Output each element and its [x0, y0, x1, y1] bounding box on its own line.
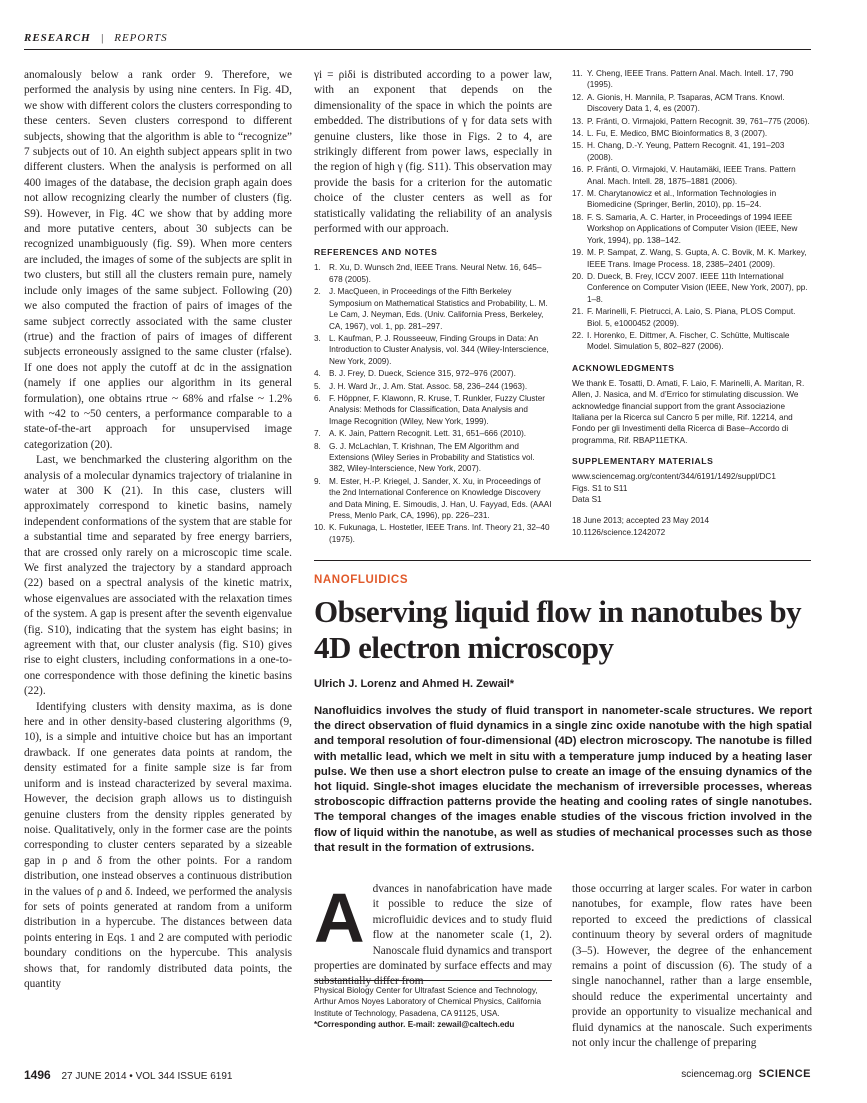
column-2 [314, 68, 552, 546]
reference-text: M. Charytanowicz et al., Information Technologies in Biomedicine (Springer, Berlin, 2010), pp. 15–24. [587, 189, 777, 210]
reference-text: R. Xu, D. Wunsch 2nd, IEEE Trans. Neural Netw. 16, 645–678 (2005). [329, 263, 542, 284]
reference-item [314, 522, 552, 545]
reference-number: 14. [572, 129, 584, 139]
reference-text: Y. Cheng, IEEE Trans. Pattern Anal. Mach. Intell. 17, 790 (1995). [587, 69, 794, 90]
reference-number: 2. [314, 287, 321, 297]
reference-item [314, 393, 552, 427]
col1-paragraph: Identifying clusters with density maxima, as is done here and in other density-based clustering algorithms (9, 10), is a simple and intuitive choice but has an important drawback. If one generates data points at random, the density estimated for a finite sample size is far from uniform and is instead characterized by several maxima. However, the decision graph allows us to distinguish genuine clusters from the density ripples generated by noise. Qualitatively, only in the former case are the points corresponding to cluster centers separated by a sizeable gap in ρ and δ from the other points. For a random distribution, one instead observes a continuous distribution in the values of ρ and δ. Indeed, we performed the analysis for sets of points generated at random from a uniform distribution in a hypercube. The distances between data points entering in Eqs. 1 and 2 are computed with periodic boundary conditions on the hypercube. This analysis shows that, for randomly distributed data points, the quantity [24, 700, 292, 990]
reference-number: 4. [314, 369, 321, 379]
column-3 [572, 68, 812, 538]
reference-list-continued [572, 68, 812, 353]
reference-number: 18. [572, 212, 584, 222]
reference-number: 6. [314, 393, 321, 403]
reference-item [314, 381, 552, 392]
column-1 [24, 68, 292, 992]
reference-number: 13. [572, 116, 584, 126]
reference-text: L. Kaufman, P. J. Rousseeuw, Finding Groups in Data: An Introduction to Cluster Analysis, vol. 344 (Wiley-Interscience, New York, 2009). [329, 333, 549, 366]
article-body-column-2 [572, 882, 812, 1051]
reference-number: 22. [572, 330, 584, 340]
article-body-text: dvances in nanofabrication have made it possible to reduce the size of microfluidic devices and to study fluid flow at the nanometer scale (1, 2). Nanoscale fluid dynamics and transport properties are dominated by surface effects and may substantially differ from [314, 883, 553, 988]
reference-number: 16. [572, 165, 584, 175]
reference-item [314, 441, 552, 475]
reference-item [314, 333, 552, 367]
reference-text: F. S. Samaria, A. C. Harter, in Proceedings of 1994 IEEE Workshop on Applications of Computer Vision (IEEE, New York, 1994), pp. 138–142. [587, 212, 798, 245]
col2-paragraph: γi = ρiδi is distributed according to a power law, with an exponent that depends on the dimensionality of the space in which the points are embedded. The distributions of γ for data sets with genuine clusters, like those in Figs. 2 to 4, are strikingly different from power laws, especially in the region of high γ (fig. S11). This observation may provide the basis for a criterion for the automatic choice of the cluster centers as well as for statistically validating the reliability of an analysis performed with our approach. [314, 69, 552, 236]
article-header [314, 574, 812, 856]
reference-list [314, 262, 552, 545]
reference-text: B. J. Frey, D. Dueck, Science 315, 972–976 (2007). [329, 369, 516, 379]
drop-cap: A [314, 879, 365, 957]
reference-number: 5. [314, 381, 321, 391]
journal-name: SCIENCE [758, 1068, 811, 1080]
reference-number: 19. [572, 248, 584, 258]
reference-item [572, 271, 812, 305]
article-body-column-1 [314, 879, 553, 990]
article-body-text: those occurring at larger scales. For water in carbon nanotubes, for example, flow rates have been reported to exceed the predictions of classical continuum theory by several orders of magnitude (3–5). However, the degree of the enhancement remains a point of discussion (6). The study of a single nanochannel, rather than a large ensemble, should reduce the experimental uncertainty and provide an opportunity to visualize mechanical and fluid dynamics at the nanoscale. Such experiments not only incur the challenge of preparing [572, 883, 812, 1050]
reference-number: 11. [572, 69, 583, 78]
supplementary-link[interactable]: www.sciencemag.org/content/344/6191/1492/suppl/DC1 [572, 472, 776, 482]
reference-text: K. Fukunaga, L. Hostetler, IEEE Trans. Inf. Theory 21, 32–40 (1975). [329, 523, 550, 544]
reference-item [572, 306, 812, 329]
reference-text: G. J. McLachlan, T. Krishnan, The EM Algorithm and Extensions (Wiley Series in Probability and Statistics vol. 382, Wiley-Interscience, New York, 2007). [329, 441, 535, 474]
page-footer [24, 1068, 811, 1084]
supplementary-heading: SUPPLEMENTARY MATERIALS [572, 456, 714, 467]
reference-text: D. Dueck, B. Frey, ICCV 2007. IEEE 11th International Conference on Computer Vision (IEEE, New York, 2007), pp. 1–8. [587, 271, 808, 304]
reference-text: I. Horenko, E. Dittmer, A. Fischer, C. Schütte, Multiscale Model. Simulation 5, 802–827 (2006). [587, 330, 790, 352]
reference-number: 15. [572, 141, 584, 151]
reference-text: P. Fränti, O. Virmajoki, V. Hautamäki, IEEE Trans. Pattern Anal. Mach. Intell. 28, 1875–1881 (2006). [587, 165, 796, 186]
section-label: RESEARCH [24, 32, 91, 44]
reference-number: 17. [572, 189, 584, 199]
reference-item [572, 247, 812, 270]
header-rule [24, 49, 811, 50]
reference-text: F. Höppner, F. Klawonn, R. Kruse, T. Runkler, Fuzzy Cluster Analysis: Methods for Classification, Data Analysis and Image Recognition (Wiley, New York, 1999). [329, 393, 545, 426]
reference-text: J. MacQueen, in Proceedings of the Fifth Berkeley Symposium on Mathematical Statistics and Probability, L. M. Le Cam, J. Neyman, Eds. (Univ. California Press, Berkeley, CA, 1967), vol. 1, pp. 281–297. [329, 287, 548, 331]
reference-text: L. Fu, E. Medico, BMC Bioinformatics 8, 3 (2007). [587, 129, 768, 139]
reference-text: J. H. Ward Jr., J. Am. Stat. Assoc. 58, 236–244 (1963). [329, 381, 528, 391]
article-kicker: NANOFLUIDICS [314, 574, 409, 586]
doi[interactable]: 10.1126/science.1242072 [572, 527, 666, 537]
article-authors: Ulrich J. Lorenz and Ahmed H. Zewail* [314, 678, 515, 690]
reference-number: 8. [314, 441, 321, 451]
reference-text: M. P. Sampat, Z. Wang, S. Gupta, A. C. Bovik, M. K. Markey, IEEE Trans. Image Process. 18, 2385–2401 (2009). [587, 248, 807, 269]
subsection-label: REPORTS [114, 32, 168, 44]
reference-item [572, 188, 812, 211]
reference-item [572, 92, 812, 115]
reference-text: A. K. Jain, Pattern Recognit. Lett. 31, 651–666 (2010). [329, 429, 527, 439]
reference-number: 7. [314, 429, 321, 439]
footer-site[interactable]: sciencemag.org [681, 1069, 752, 1080]
reference-item [572, 128, 812, 139]
reference-number: 12. [572, 92, 584, 102]
affiliation-text: Physical Biology Center for Ultrafast Science and Technology, Arthur Amos Noyes Laboratory of Chemical Physics, California Institute of Technology, Pasadena, CA 91125, USA. [314, 986, 542, 1018]
header-separator: | [100, 32, 105, 44]
reference-text: P. Fränti, O. Virmajoki, Pattern Recognit. 39, 761–775 (2006). [587, 116, 810, 126]
reference-text: A. Gionis, H. Mannila, P. Tsaparas, ACM Trans. Knowl. Discovery Data 1, 4, es (2007). [587, 92, 785, 114]
running-header [24, 26, 811, 48]
reference-item [314, 476, 552, 522]
reference-item [572, 68, 812, 91]
reference-text: H. Chang, D.-Y. Yeung, Pattern Recognit. 41, 191–203 (2008). [587, 141, 785, 162]
reference-number: 21. [572, 307, 584, 317]
col1-paragraph: Last, we benchmarked the clustering algorithm on the analysis of a molecular dynamics trajectory of trialanine in water at 300 K (21). In this case, clusters will approximately correspond to kinetic basins, namely independent conformations of the system that are stable for a substantial time and separated by free energy barriers, that are crossed only rarely on a microscopic time scale. We first analyzed the trajectory by a standard approach (22) based on a spectral analysis of the kinetic matrix, whose eigenvalues are associated with the relaxation times of the system. A gap is present after the seventh eigenvalue (fig. S10), indicating that the system has eight basins; in agreement with that, our cluster analysis (fig. S10) gives rise to eight clusters, including conformations in a one-to-one correspondence with those defining the kinetic basins (22). [24, 454, 292, 698]
reference-item [314, 286, 552, 332]
author-affiliation [314, 980, 552, 1031]
supplementary-figs: Figs. S1 to S11 [572, 483, 628, 493]
reference-item [572, 212, 812, 246]
corresponding-author[interactable]: *Corresponding author. E-mail: zewail@caltech.edu [314, 1020, 515, 1030]
acknowledgments-text: We thank E. Tosatti, D. Amati, F. Laio, F. Marinelli, A. Maritan, R. Allen, J. Nasica, and M. d’Errico for stimulating discussion. We acknowledge financial support from the grant Associazione Italiana per la Ricerca sul Cancro 5 per mille, Rif. 12214, and Fondo per gli Investimenti della Ricerca di Base–Accordo di programma, Rif. RBAP11ETKA. [572, 378, 805, 445]
reference-number: 10. [314, 523, 326, 533]
article-divider [314, 560, 811, 561]
acknowledgments-heading: ACKNOWLEDGMENTS [572, 362, 675, 373]
reference-item [314, 262, 552, 285]
references-heading: REFERENCES AND NOTES [314, 247, 438, 258]
reference-item [572, 116, 812, 127]
article-title: Observing liquid flow in nanotubes by 4D electron microscopy [314, 594, 802, 665]
article-abstract: Nanofluidics involves the study of fluid transport in nanometer-scale structures. We report the direct observation of fluid dynamics in a single zinc oxide nanotube with the high spatial and temporal resolution of four-dimensional (4D) electron microscopy. The nanotube is filled with metallic lead, which we melt in situ with a temperature jump induced by a heating laser pulse. We then use a short electron pulse to create an image of the ensuing dynamics of the hot liquid. Single-shot images elucidate the mechanism of irreversible processes, whereas stroboscopic diffraction patterns provide the heating and cooling rates of single nanotubes. The temporal changes of the images enable studies of the viscous friction involved in the flow of liquid within the nanotube, as well as studies of mechanical processes such as those that result in the formation of extrusions. [314, 705, 812, 854]
reference-text: M. Ester, H.-P. Kriegel, J. Sander, X. Xu, in Proceedings of the 2nd International Conference on Knowledge Discovery and Data Mining, E. Simoudis, J. Han, U. Fayyad, Eds. (AAAI Press, Menlo Park, CA, 1996), pp. 226–231. [329, 476, 552, 520]
reference-item [572, 140, 812, 163]
reference-text: F. Marinelli, F. Pietrucci, A. Laio, S. Piana, PLOS Comput. Biol. 5, e1000452 (2009). [587, 307, 796, 328]
reference-item [314, 368, 552, 379]
reference-item [572, 330, 812, 353]
reference-item [572, 164, 812, 187]
col1-paragraph: anomalously below a rank order 9. Therefore, we performed the analysis by using nine centers. In Fig. 4D, we show with different colors the clusters corresponding to these centers. Seven clusters correspond to different subjects, showing that the algorithm is able to “recognize” 7 subjects out of 10. An eighth subject appears split in two different clusters. When the analysis is performed on all 400 images of the database, the decision graph again does not allow recognizing clearly the number of clusters (fig. S9). However, in Fig. 4C we show that by adding more and more putative centers, about 30 subjects can be recognized unambiguously (fig. S9). When more centers are included, the images of some of the subjects are split in two clusters, but still all the clusters remain pure, namely include only images of the same subject. Following (20) we also computed the fraction of pairs of images of the same subject correctly associated with the same cluster (rtrue) and the fraction of pairs of images of different subjects erroneously assigned to the same cluster (rfalse). If one does not apply the cutoff at dc in the assignation (namely if one applies our algorithm in its general formulation), one obtains rtrue ~ 68% and rfalse ~ 1.2% with ~42 to ~50 centers, a performance comparable to a state-of-the-art approach for unsupervised image categorization (20). [24, 69, 292, 451]
reference-number: 3. [314, 333, 321, 343]
received-dates: 18 June 2013; accepted 23 May 2014 [572, 516, 710, 526]
page-number: 1496 [24, 1068, 51, 1082]
reference-number: 20. [572, 271, 584, 281]
reference-number: 9. [314, 476, 321, 486]
supplementary-data: Data S1 [572, 495, 602, 504]
issue-date: 27 JUNE 2014 • VOL 344 ISSUE 6191 [61, 1071, 233, 1082]
reference-number: 1. [314, 263, 321, 273]
reference-item [314, 428, 552, 439]
